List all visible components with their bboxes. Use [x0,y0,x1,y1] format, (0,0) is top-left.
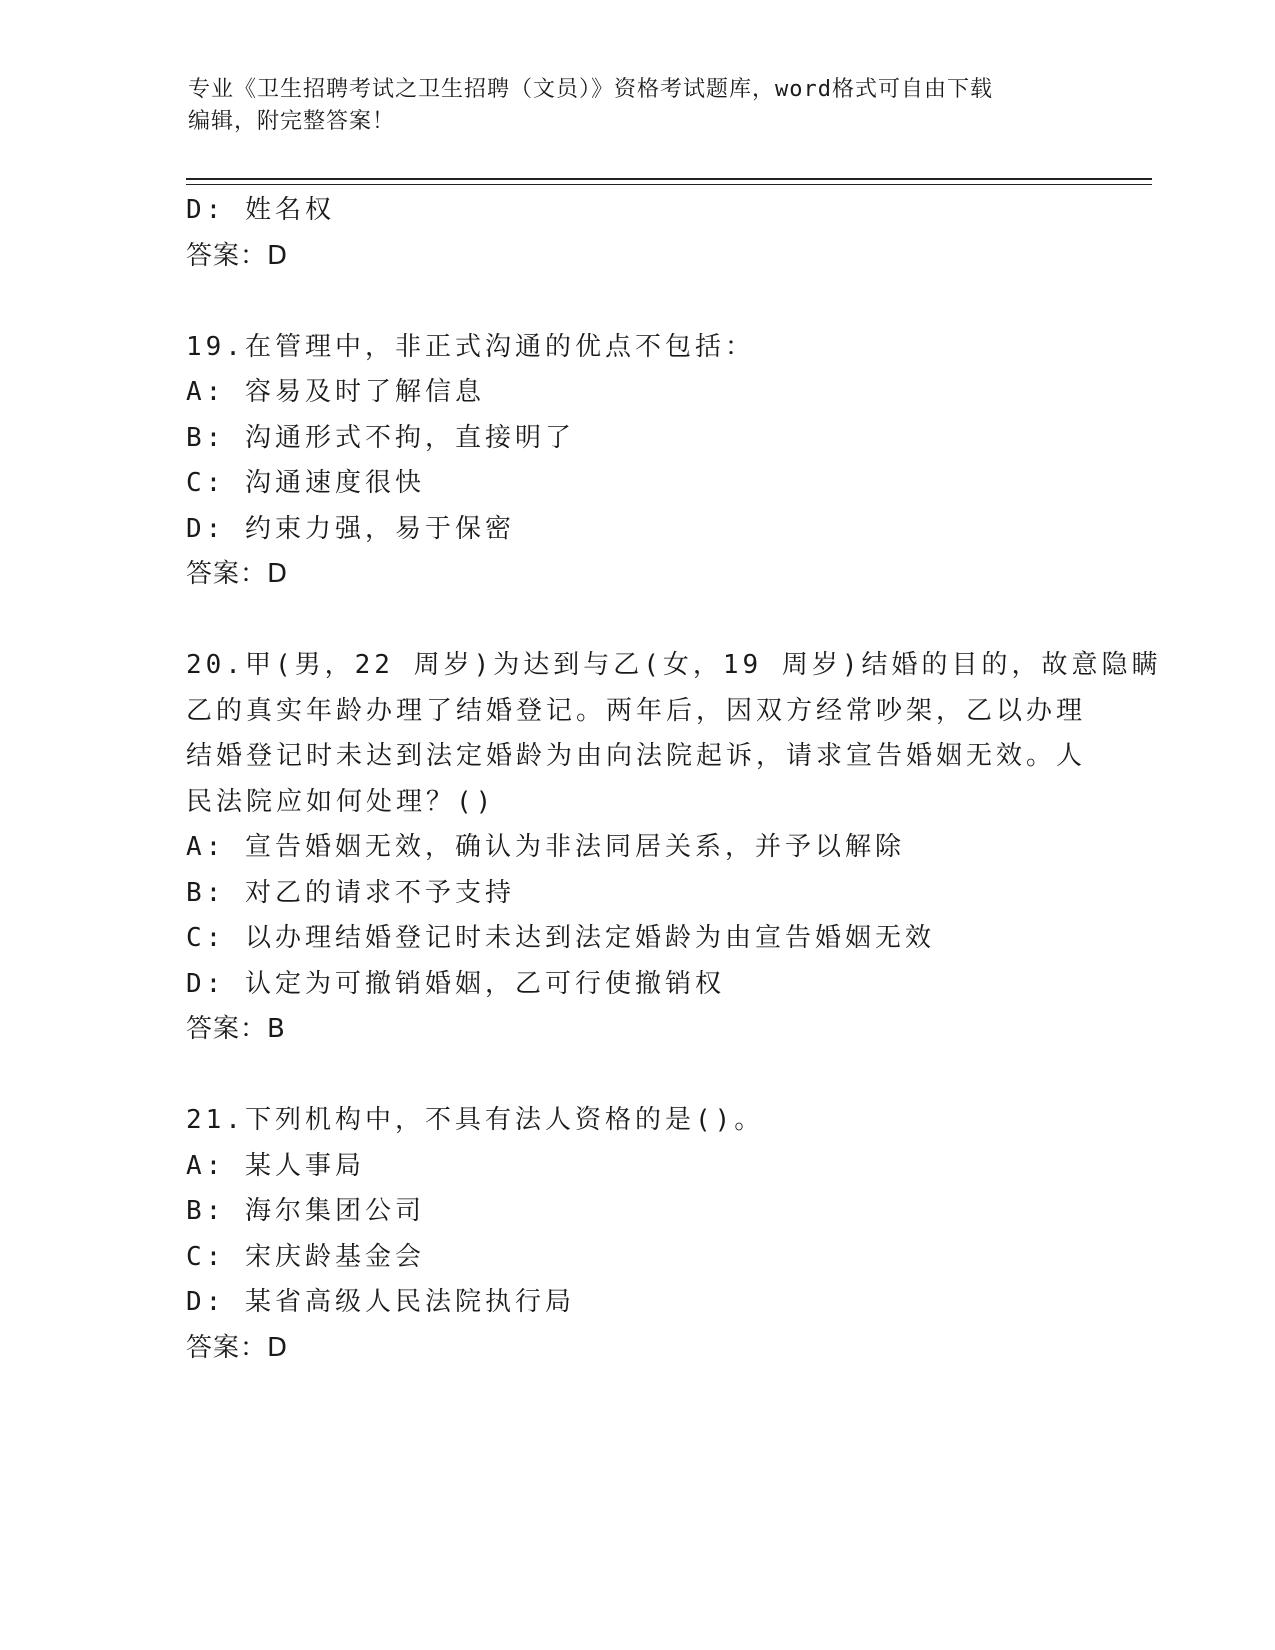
answer-line: 答案：B [186,1014,286,1044]
option-c: C: 宋庆龄基金会 [186,1241,425,1272]
question-stem: 19.在管理中，非正式沟通的优点不包括： [186,331,755,362]
header-divider-thin [186,184,1152,185]
option-c: C: 沟通速度很快 [186,468,425,498]
question-18-tail [186,188,1066,279]
answer-line: 答案：D [186,559,289,589]
option-d: D: 某省高级人民法院执行局 [186,1287,575,1317]
option-d: D: 姓名权 [186,195,335,225]
header-line-2: 编辑，附完整答案！ [188,109,396,134]
question-stem-line-2: 乙的真实年龄办理了结婚登记。两年后，因双方经常吵架，乙以办理 [186,695,1087,726]
option-a: A: 某人事局 [186,1150,365,1181]
document-header [188,74,1088,138]
option-d: D: 约束力强，易于保密 [186,513,515,544]
question-stem-line-3: 结婚登记时未达到法定婚龄为由向法院起诉，请求宣告婚姻无效。人 [186,741,1087,771]
option-a: A: 容易及时了解信息 [186,377,485,407]
question-stem-line-4: 民法院应如何处理？() [186,786,496,817]
option-c: C: 以办理结婚登记时未达到法定婚龄为由宣告婚姻无效 [186,923,935,953]
question-stem-line-1: 20.甲(男，22 周岁)为达到与乙(女，19 周岁)结婚的目的，故意隐瞒 [186,650,1162,680]
question-21 [186,1098,1066,1371]
option-b: B: 海尔集团公司 [186,1196,425,1226]
option-b: B: 对乙的请求不予支持 [186,877,515,908]
header-divider-thick [186,178,1152,180]
option-b: B: 沟通形式不拘，直接明了 [186,422,575,453]
option-d: D: 认定为可撤销婚姻，乙可行使撤销权 [186,968,725,999]
question-stem: 21.下列机构中，不具有法人资格的是()。 [186,1105,765,1135]
answer-line: 答案：D [186,1332,289,1363]
option-a: A: 宣告婚姻无效，确认为非法同居关系，并予以解除 [186,832,905,862]
answer-line: 答案：D [186,240,289,271]
document-body [186,188,1162,1371]
header-line-1: 专业《卫生招聘考试之卫生招聘（文员）》资格考试题库，word格式可自由下载 [188,77,993,102]
question-19 [186,325,1066,598]
question-20 [186,643,1162,1053]
